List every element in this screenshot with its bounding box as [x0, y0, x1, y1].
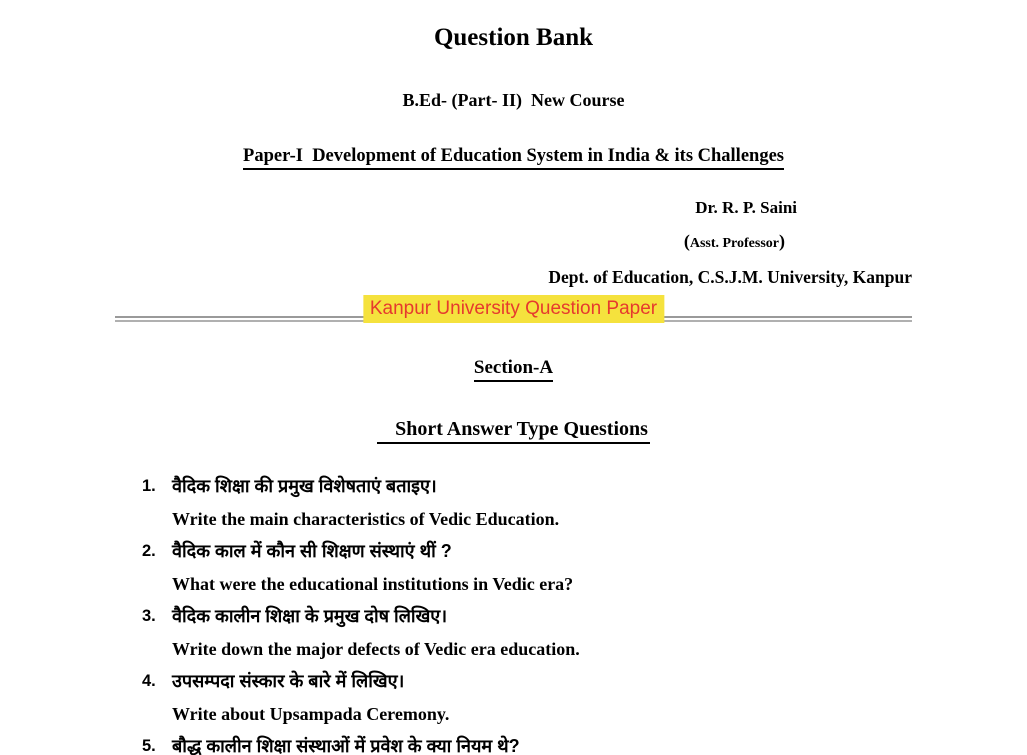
highlighted-label: Kanpur University Question Paper	[363, 295, 664, 323]
question-hindi: वैदिक काल में कौन सी शिक्षण संस्थाएं थीं ?	[172, 541, 452, 561]
question-body	[172, 470, 927, 535]
question-english: Write down the major defects of Vedic era education.	[172, 638, 580, 659]
question-hindi: बौद्ध कालीन शिक्षा संस्थाओं में प्रवेश के क्या नियम थे?	[172, 736, 520, 755]
question-row	[142, 730, 927, 755]
author-designation	[0, 231, 1027, 254]
course-subtitle: B.Ed- (Part- II) New Course	[402, 90, 625, 110]
question-body	[172, 600, 927, 665]
designation-text: Asst. Professor	[689, 236, 779, 251]
question-list	[0, 470, 1027, 755]
question-body	[172, 730, 927, 755]
question-number: 5.	[142, 737, 156, 755]
section-subheading: Short Answer Type Questions	[377, 417, 650, 444]
question-body	[172, 665, 927, 730]
question-hindi: वैदिक शिक्षा की प्रमुख विशेषताएं बताइए।	[172, 476, 437, 496]
question-english: Write the main characteristics of Vedic Education.	[172, 508, 560, 529]
author-name: Dr. R. P. Saini	[695, 198, 797, 217]
highlight-banner-row	[0, 295, 1027, 323]
question-body	[172, 535, 927, 600]
question-row	[142, 665, 927, 730]
question-row	[142, 600, 927, 665]
question-row	[142, 535, 927, 600]
author-department: Dept. of Education, C.S.J.M. University, Kanpur	[548, 267, 912, 287]
paper-title-line	[0, 145, 1027, 170]
question-hindi: उपसम्पदा संस्कार के बारे में लिखिए।	[172, 671, 405, 691]
question-number: 4.	[142, 672, 156, 690]
designation-close-paren: )	[779, 231, 785, 251]
question-english: What were the educational institutions in Vedic era?	[172, 573, 574, 594]
section-heading: Section-A	[474, 357, 553, 382]
section-subheading-line	[0, 417, 1027, 444]
question-row	[142, 470, 927, 535]
paper-title: Paper-I Development of Education System in India & its Challenges	[243, 145, 784, 170]
question-number: 2.	[142, 542, 156, 560]
question-hindi: वैदिक कालीन शिक्षा के प्रमुख दोष लिखिए।	[172, 606, 448, 626]
designation-open-paren: (	[683, 231, 690, 251]
question-number: 1.	[142, 477, 156, 495]
page-title: Question Bank	[433, 24, 594, 51]
question-number: 3.	[142, 607, 156, 625]
author-block	[0, 198, 1027, 287]
question-english: Write about Upsampada Ceremony.	[172, 703, 450, 724]
section-heading-line	[0, 357, 1027, 382]
